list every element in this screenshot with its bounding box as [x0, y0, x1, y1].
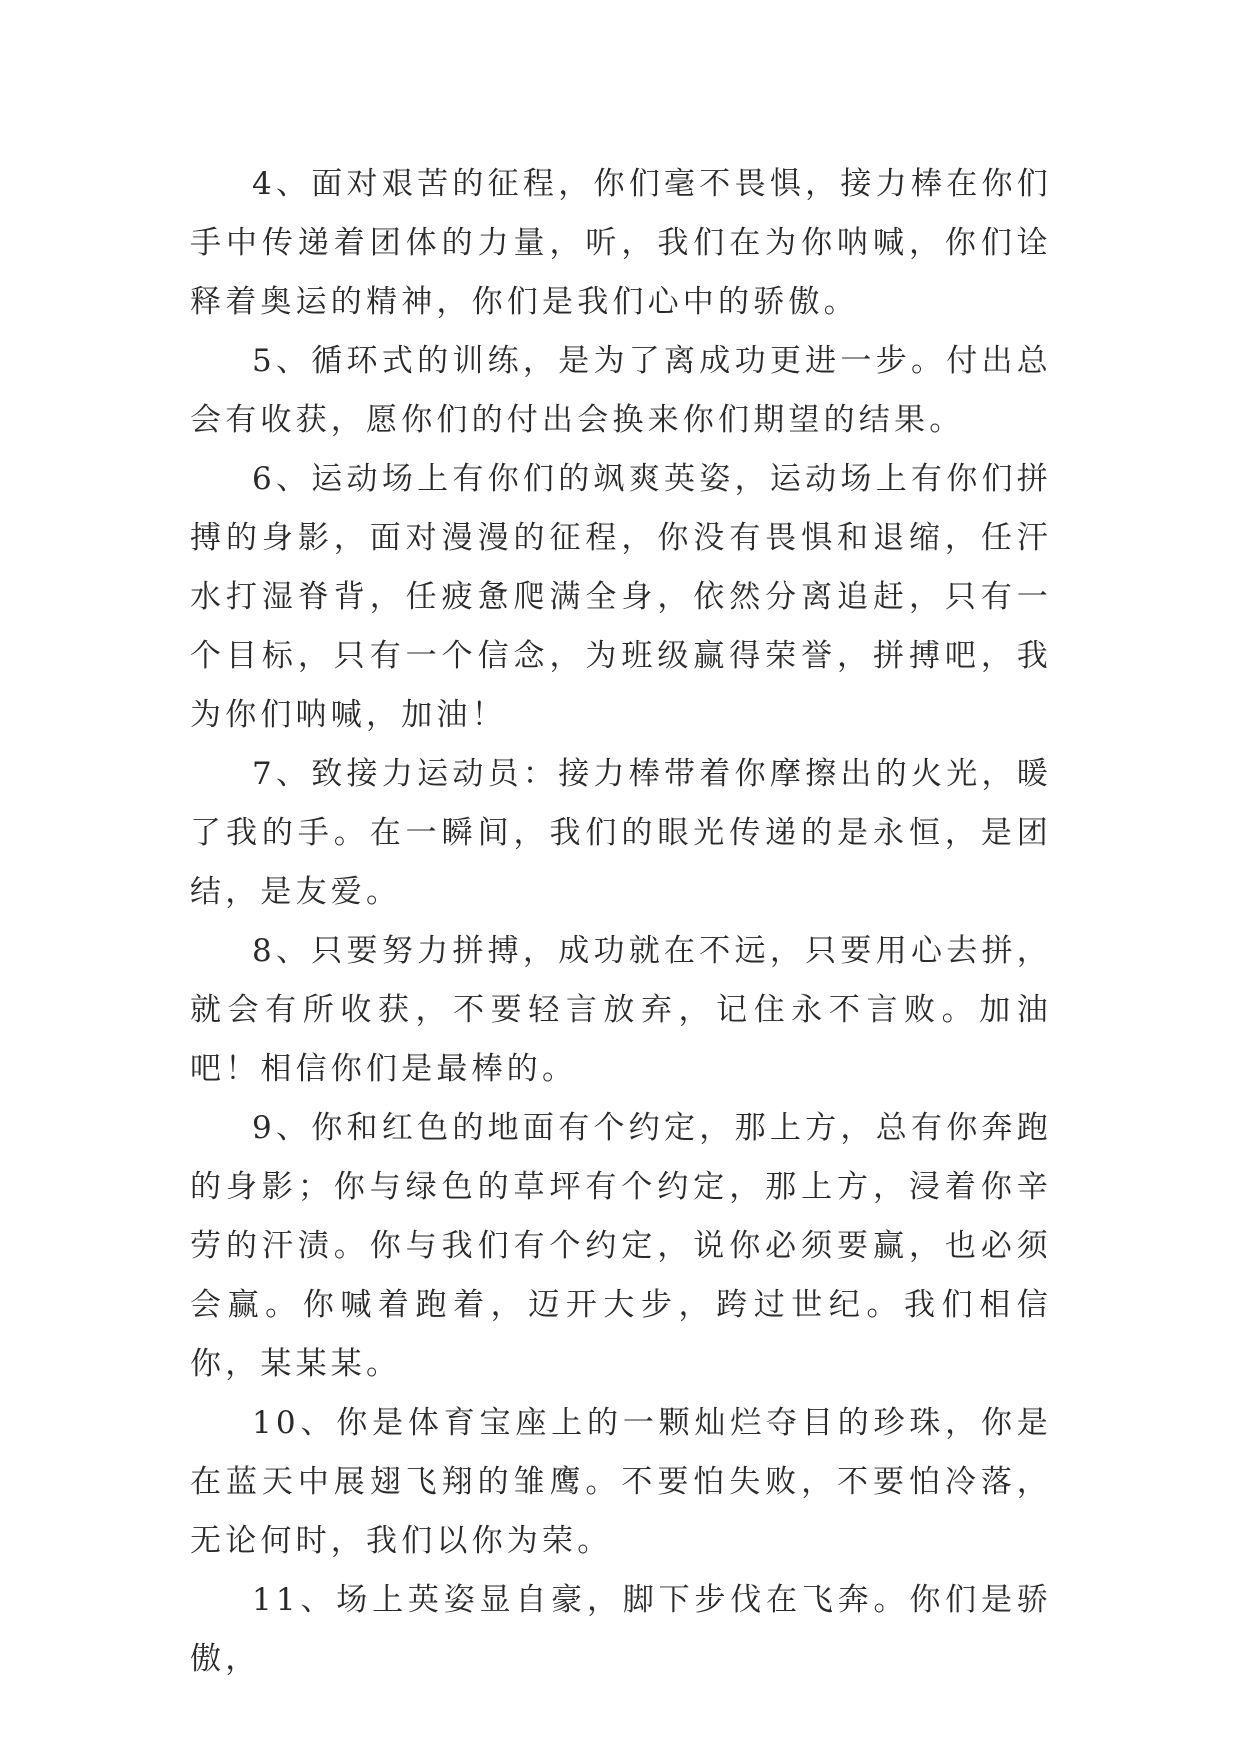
paragraph-8: 8、只要努力拼搏，成功就在不远，只要用心去拼，就会有所收获，不要轻言放弃，记住永不言败。加油吧！相信你们是最棒的。	[190, 933, 1052, 1087]
paragraph-10: 10、你是体育宝座上的一颗灿烂夺目的珍珠，你是在蓝天中展翅飞翔的雏鹰。不要怕失败，不要怕冷落，无论何时，我们以你为荣。	[190, 1405, 1052, 1559]
paragraph-4: 4、面对艰苦的征程，你们毫不畏惧，接力棒在你们手中传递着团体的力量，听，我们在为你呐喊，你们诠释着奥运的精神，你们是我们心中的骄傲。	[190, 166, 1052, 320]
paragraph-9: 9、你和红色的地面有个约定，那上方，总有你奔跑的身影；你与绿色的草坪有个约定，那上方，浸着你辛劳的汗渍。你与我们有个约定，说你必须要赢，也必须会赢。你喊着跑着，迈开大步，跨过世纪。我们相信你，某某某。	[190, 1110, 1052, 1382]
paragraph-7: 7、致接力运动员：接力棒带着你摩擦出的火光，暖了我的手。在一瞬间，我们的眼光传递的是永恒，是团结，是友爱。	[190, 756, 1052, 910]
paragraph-5: 5、循环式的训练，是为了离成功更进一步。付出总会有收获，愿你们的付出会换来你们期望的结果。	[190, 343, 1052, 438]
document-body	[190, 155, 1052, 1689]
paragraph-11: 11、场上英姿显自豪，脚下步伐在飞奔。你们是骄傲，	[190, 1582, 1052, 1677]
paragraph-6: 6、运动场上有你们的飒爽英姿，运动场上有你们拼搏的身影，面对漫漫的征程，你没有畏惧和退缩，任汗水打湿脊背，任疲惫爬满全身，依然分离追赶，只有一个目标，只有一个信念，为班级赢得荣誉，拼搏吧，我为你们呐喊，加油！	[190, 461, 1052, 733]
